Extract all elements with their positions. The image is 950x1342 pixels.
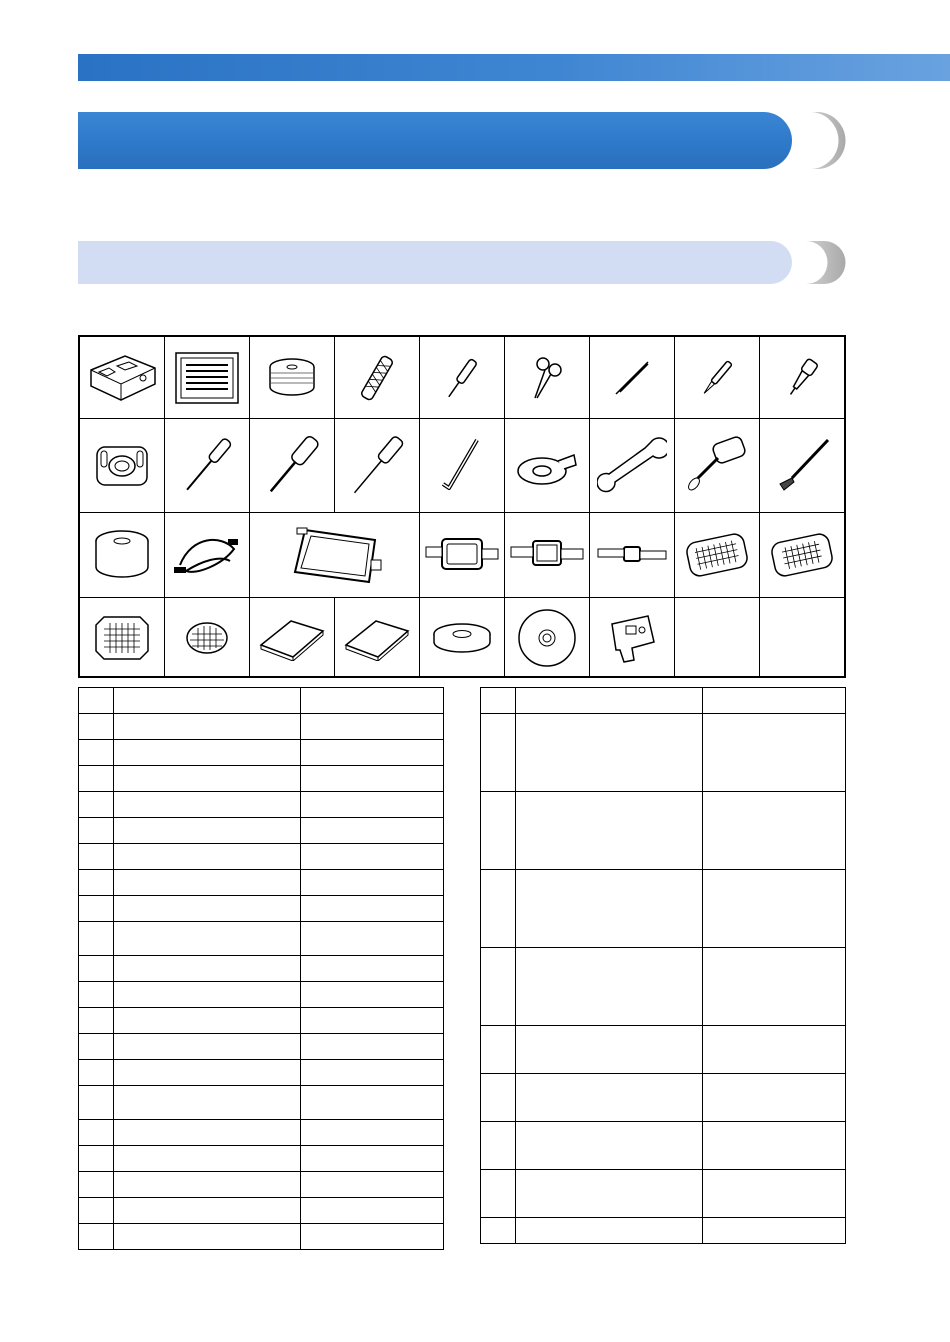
no-cell: [79, 982, 114, 1008]
part-code-cell: [300, 1008, 443, 1034]
part-code-cell: [702, 948, 845, 1026]
no-cell: [79, 1172, 114, 1198]
part-code-cell: [300, 870, 443, 896]
part-code-cell: [702, 1170, 845, 1218]
table-row: [481, 792, 846, 870]
no-cell: [481, 1074, 516, 1122]
part-name-cell: [113, 1060, 300, 1086]
bobbin-icon: [420, 337, 505, 419]
part-code-cell: [702, 1218, 845, 1244]
part-code-cell: [300, 844, 443, 870]
part-name-cell: [113, 1224, 300, 1250]
screwdriver-large-icon: [250, 419, 335, 513]
part-code-cell: [300, 714, 443, 740]
no-cell: [79, 714, 114, 740]
no-cell: [79, 1120, 114, 1146]
part-code-cell: [702, 792, 845, 870]
no-cell: [481, 1170, 516, 1218]
table-row: [79, 1172, 444, 1198]
no-cell: [79, 1224, 114, 1250]
part-name-cell: [515, 948, 702, 1026]
part-name-cell: [113, 688, 300, 714]
embroidery-sheet-large-icon: [675, 513, 760, 598]
empty-cell: [760, 598, 845, 678]
part-code-cell: [300, 740, 443, 766]
table-row: [481, 948, 846, 1026]
part-name-cell: [113, 956, 300, 982]
screwdriver-disc-icon: [675, 419, 760, 513]
table-row: [79, 714, 444, 740]
table-row: [481, 688, 846, 714]
part-code-cell: [300, 1224, 443, 1250]
no-cell: [79, 896, 114, 922]
part-name-cell: [113, 740, 300, 766]
part-code-cell: [702, 870, 845, 948]
no-cell: [481, 1026, 516, 1074]
part-name-cell: [113, 766, 300, 792]
part-code-cell: [702, 1122, 845, 1170]
part-code-cell: [300, 1034, 443, 1060]
cap-spool-net-icon: [335, 337, 420, 419]
table-row: [481, 1170, 846, 1218]
embroidery-sheet-medium-icon: [760, 513, 845, 598]
part-code-cell: [300, 956, 443, 982]
no-cell: [79, 1086, 114, 1120]
table-row: [481, 714, 846, 792]
no-cell: [79, 766, 114, 792]
part-code-cell: [300, 688, 443, 714]
part-code-cell: [300, 1060, 443, 1086]
table-row: [79, 1034, 444, 1060]
accessory-case-icon: [80, 337, 165, 419]
no-cell: [79, 792, 114, 818]
no-cell: [481, 714, 516, 792]
part-name-cell: [113, 1146, 300, 1172]
table-row: [79, 740, 444, 766]
part-code-cell: [300, 818, 443, 844]
cd-rom-icon: [505, 598, 590, 678]
no-cell: [481, 948, 516, 1026]
part-name-cell: [113, 870, 300, 896]
cleaning-brush-2-icon: [760, 419, 845, 513]
chapter-cap-icon: [790, 112, 846, 169]
part-name-cell: [113, 1008, 300, 1034]
part-code-cell: [300, 792, 443, 818]
part-name-cell: [515, 1074, 702, 1122]
accessory-table-left: [78, 687, 444, 1250]
part-code-cell: [300, 766, 443, 792]
part-name-cell: [113, 818, 300, 844]
table-row: [481, 1122, 846, 1170]
empty-cell: [675, 598, 760, 678]
part-code-cell: [300, 1146, 443, 1172]
quick-reference-book-icon: [335, 598, 420, 678]
part-name-cell: [113, 1198, 300, 1224]
section-cap-icon: [790, 241, 846, 284]
no-cell: [481, 792, 516, 870]
table-row: [481, 870, 846, 948]
top-bar: [78, 54, 950, 81]
part-name-cell: [113, 922, 300, 956]
no-cell: [79, 1060, 114, 1086]
no-cell: [79, 956, 114, 982]
no-cell: [79, 688, 114, 714]
accessory-table-right: [480, 687, 846, 1244]
table-row: [79, 766, 444, 792]
thread-spool-icon: [80, 513, 165, 598]
no-cell: [481, 870, 516, 948]
section-heading-bar: [78, 241, 792, 284]
part-code-cell: [702, 688, 845, 714]
accessory-grid: [78, 335, 846, 678]
no-cell: [79, 922, 114, 956]
part-name-cell: [515, 714, 702, 792]
part-name-cell: [113, 982, 300, 1008]
table-row: [79, 1198, 444, 1224]
part-name-cell: [113, 1086, 300, 1120]
part-code-cell: [300, 1172, 443, 1198]
table-row: [79, 1008, 444, 1034]
frame-holder-icon: [590, 598, 675, 678]
table-row: [481, 1218, 846, 1244]
table-row: [79, 1060, 444, 1086]
bobbin-case-icon: [80, 419, 165, 513]
embroidery-sheet-xsmall-icon: [165, 598, 250, 678]
part-name-cell: [515, 688, 702, 714]
part-code-cell: [300, 1198, 443, 1224]
table-row: [481, 1074, 846, 1122]
wrench-icon: [590, 419, 675, 513]
part-code-cell: [300, 896, 443, 922]
part-name-cell: [515, 792, 702, 870]
table-row: [79, 1120, 444, 1146]
part-code-cell: [300, 982, 443, 1008]
cleaning-brush-icon: [760, 337, 845, 419]
part-name-cell: [515, 1122, 702, 1170]
part-code-cell: [300, 922, 443, 956]
embroidery-sheet-small-icon: [80, 598, 165, 678]
no-cell: [79, 1008, 114, 1034]
part-name-cell: [113, 714, 300, 740]
no-cell: [79, 818, 114, 844]
embroidery-frame-xsmall-icon: [590, 513, 675, 598]
tweezers-icon: [590, 337, 675, 419]
part-name-cell: [113, 792, 300, 818]
table-row: [79, 688, 444, 714]
part-name-cell: [515, 1170, 702, 1218]
embroidery-frame-small-icon: [505, 513, 590, 598]
usb-cable-icon: [165, 513, 250, 598]
part-code-cell: [300, 1086, 443, 1120]
table-row: [79, 982, 444, 1008]
chapter-heading-bar: [78, 112, 792, 169]
spool-cap-icon: [505, 419, 590, 513]
needle-set-icon: [165, 337, 250, 419]
no-cell: [481, 688, 516, 714]
part-code-cell: [702, 714, 845, 792]
table-row: [79, 896, 444, 922]
spool-felt-icon: [420, 598, 505, 678]
no-cell: [481, 1122, 516, 1170]
no-cell: [79, 740, 114, 766]
scissors-icon: [505, 337, 590, 419]
no-cell: [481, 1218, 516, 1244]
bobbin-thread-icon: [250, 337, 335, 419]
no-cell: [79, 844, 114, 870]
no-cell: [79, 1198, 114, 1224]
table-row: [79, 956, 444, 982]
table-row: [79, 922, 444, 956]
no-cell: [79, 1034, 114, 1060]
part-name-cell: [113, 1120, 300, 1146]
table-row: [481, 1026, 846, 1074]
part-code-cell: [702, 1026, 845, 1074]
part-name-cell: [113, 896, 300, 922]
table-row: [79, 1224, 444, 1250]
embroidery-frame-medium-icon: [420, 513, 505, 598]
table-row: [79, 1146, 444, 1172]
allen-wrench-icon: [420, 419, 505, 513]
embroidery-frame-large-icon: [250, 513, 420, 598]
part-name-cell: [113, 1034, 300, 1060]
part-code-cell: [300, 1120, 443, 1146]
manual-book-icon: [250, 598, 335, 678]
seam-ripper-icon: [675, 337, 760, 419]
part-name-cell: [515, 870, 702, 948]
no-cell: [79, 870, 114, 896]
part-name-cell: [113, 1172, 300, 1198]
table-row: [79, 1086, 444, 1120]
part-name-cell: [515, 1026, 702, 1074]
part-code-cell: [702, 1074, 845, 1122]
screwdriver-small-icon: [165, 419, 250, 513]
table-row: [79, 792, 444, 818]
disc-screwdriver-icon: [335, 419, 420, 513]
part-name-cell: [113, 844, 300, 870]
no-cell: [79, 1146, 114, 1172]
table-row: [79, 818, 444, 844]
table-row: [79, 870, 444, 896]
table-row: [79, 844, 444, 870]
part-name-cell: [515, 1218, 702, 1244]
